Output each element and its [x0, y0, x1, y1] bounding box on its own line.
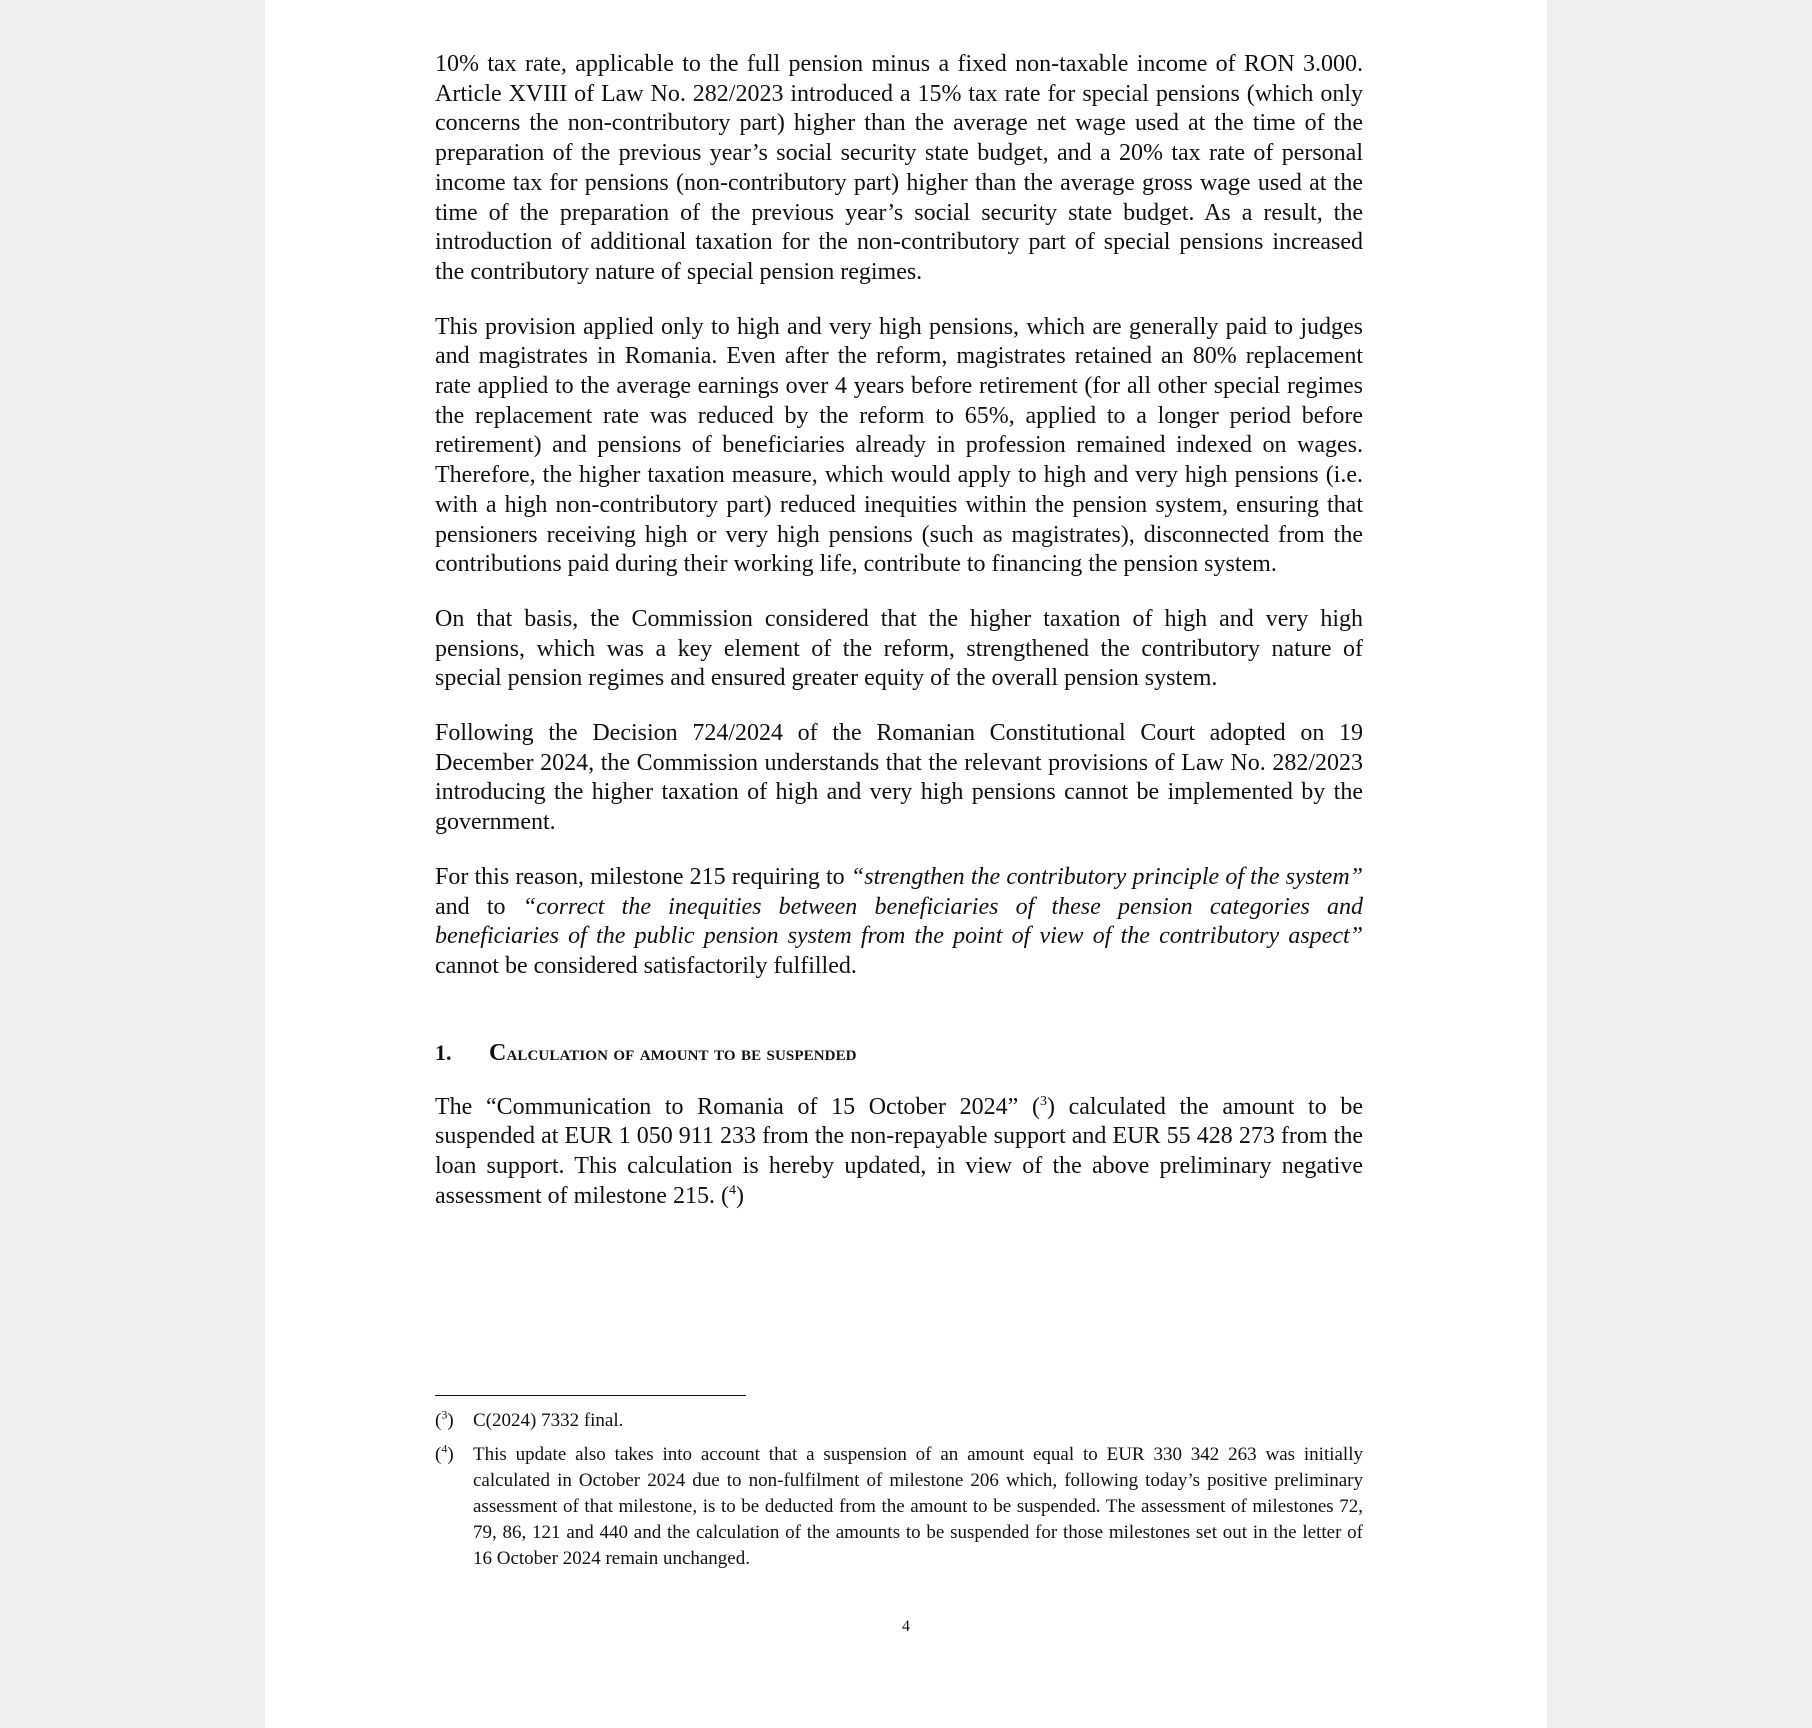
- paragraph-constitutional-court: Following the Decision 724/2024 of the Romanian Constitutional Court adopted on 19 December 2024, the Commission understands that the relevant provisions of Law No. 282/2023 introducing the higher taxation of high and very high pensions cannot be implemented by the government.: [435, 720, 1363, 836]
- paragraph-milestone-215: [435, 863, 1363, 982]
- footnote-4: [435, 1442, 1363, 1572]
- document-page: [265, 0, 1547, 1728]
- milestone-text-3: cannot be considered satisfactorily fulfilled.: [435, 952, 857, 979]
- section-number: 1.: [435, 1039, 452, 1065]
- page-number: 4: [902, 1618, 910, 1635]
- milestone-quote-1: “strengthen the contributory principle of the system”: [850, 863, 1364, 890]
- milestone-text-2: and to: [435, 893, 523, 920]
- paragraph-tax-rate: 10% tax rate, applicable to the full pension minus a fixed non-taxable income of RON 3.000. Article XVIII of Law No. 282/2023 introduced a 15% tax rate for special pensions (which only concerns the non-contributory part) higher than the average net wage used at the time of the preparation of the previous year’s social security state budget, and a 20% tax rate of personal income tax for pensions (non-contributory part) higher than the average gross wage used at the time of the preparation of the previous year’s social security state budget. As a result, the introduction of additional taxation for the non-contributory part of special pensions increased the contributory nature of special pension regimes.: [435, 51, 1363, 285]
- paragraph-communication: The “Communication to Romania of 15 October 2024” ($^3$) calculated the amount to be suspended at EUR 1 050 911 233 from the non-repayable support and EUR 55 428 273 from the loan support. This calculation is hereby updated, in view of the above preliminary negative assessment of milestone 215. ($^4$): [435, 1093, 1363, 1209]
- footnote-ref-3[interactable]: 3: [1039, 1093, 1047, 1109]
- footnote-ref-4[interactable]: 4: [728, 1182, 736, 1198]
- footnote-text: C(2024) 7332 final.: [473, 1410, 624, 1431]
- footnote-mark: ($^4$): [435, 1441, 454, 1465]
- footnote-3: [435, 1408, 1363, 1434]
- section-title: Calculation of amount to be suspended: [489, 1039, 857, 1066]
- footnote-divider: [435, 1395, 746, 1396]
- footnote-mark: ($^3$): [435, 1407, 454, 1431]
- page-body: [435, 50, 1363, 1237]
- section-heading: [435, 1040, 1363, 1067]
- milestone-quote-2: “correct the inequities between beneficiaries of these pension categories and beneficiaries of the public pension system from the point of view of the contributory aspect”: [435, 893, 1363, 950]
- footnote-text: This update also takes into account that a suspension of an amount equal to EUR 330 342 263 was initially calculated in October 2024 due to non-fulfilment of milestone 206 which, following today’s positive preliminary assessment of that milestone, is to be deducted from the amount to be suspended. The assessment of milestones 72, 79, 86, 121 and 440 and the calculation of the amounts to be suspended for those milestones set out in the letter of 16 October 2024 remain unchanged.: [473, 1444, 1363, 1569]
- paragraph-commission-considered: On that basis, the Commission considered that the higher taxation of high and very high pensions, which was a key element of the reform, strengthened the contributory nature of special pension regimes and ensured greater equity of the overall pension system.: [435, 605, 1363, 692]
- milestone-text-1: For this reason, milestone 215 requiring to: [435, 863, 851, 890]
- paragraph-high-pensions: This provision applied only to high and very high pensions, which are generally paid to judges and magistrates in Romania. Even after the reform, magistrates retained an 80% replacement rate applied to the average earnings over 4 years before retirement (for all other special regimes the replacement rate was reduced by the reform to 65%, applied to a longer period before retirement) and pensions of beneficiaries already in profession remained indexed on wages. Therefore, the higher taxation measure, which would apply to high and very high pensions (i.e. with a high non-contributory part) reduced inequities within the pension system, ensuring that pensioners receiving high or very high pensions (such as magistrates), disconnected from the contributions paid during their working life, contribute to financing the pension system.: [435, 313, 1363, 578]
- footnotes: [435, 1408, 1363, 1580]
